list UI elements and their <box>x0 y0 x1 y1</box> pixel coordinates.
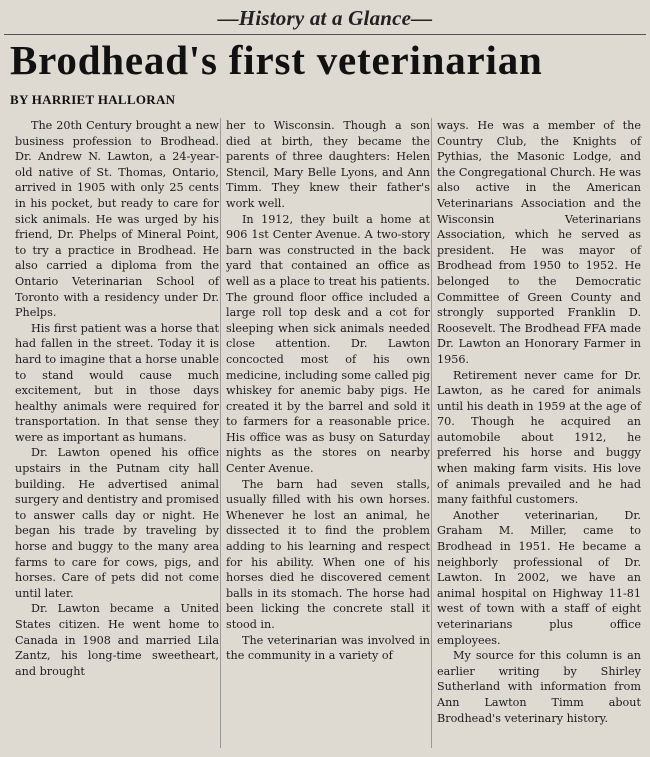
paragraph: My source for this column is an earlier writing by Shirley Sutherland with information from Ann Lawton Timm about Brodhead's veterinary history. <box>437 649 641 725</box>
paragraph: her to Wisconsin. Though a son died at birth, they became the parents of three daughters: Helen Stencil, Mary Belle Lyons, and Ann Timm. They knew their father's work well. <box>226 119 430 210</box>
paragraph: Another veterinarian, Dr. Graham M. Miller, came to Brodhead in 1951. He became a neighborly professional of Dr. Lawton. In 2002, we have an animal hospital on Highway 11-81 west of town with a staff of eight veterinarians plus office employees. <box>437 508 641 647</box>
paragraph: Retirement never came for Dr. Lawton, as he cared for animals until his death in 1959 at the age of 70. Though he acquired an automobile about 1912, he preferred his horse and buggy when making farm visits. His love of animals prevailed and he had many faithful customers. <box>437 368 641 507</box>
article-column-1 <box>15 118 219 679</box>
byline: BY HARRIET HALLORAN <box>10 92 176 107</box>
paragraph: In 1912, they built a home at 906 1st Center Avenue. A two-story barn was constructed in the back yard that contained an office as well as a place to treat his patients. The ground floor office included a large roll top desk and a cot for sleeping when sick animals needed close attention. Dr. Lawton concocted most of his own medicine, including some called pig whiskey for anemic baby pigs. He created it by the barrel and sold it to farmers for a reasonable price. His office was as busy on Saturday nights as the stores on nearby Center Avenue. <box>226 212 430 476</box>
headline: Brodhead's first veterinarian <box>10 37 543 83</box>
paragraph: The veterinarian was involved in the community in a variety of <box>226 633 430 663</box>
paragraph: The 20th Century brought a new business profession to Brodhead. Dr. Andrew N. Lawton, a 24-year-old native of St. Thomas, Ontario, arrived in 1905 with only 25 cents in his pocket, but ready to care for sick animals. He was urged by his friend, Dr. Phelps of Mineral Point, to try a practice in Brodhead. He also carried a diploma from the Ontario Veterinarian School of Toronto with a residency under Dr. Phelps. <box>15 119 219 320</box>
top-rule <box>4 34 646 35</box>
column-divider <box>220 118 221 748</box>
paragraph: The barn had seven stalls, usually filled with his own horses. Whenever he lost an animal, he dissected it to find the problem adding to his learning and respect for his ability. When one of his horses died he discovered cement balls in its stomach. The horse had been licking the concrete stall it stood in. <box>226 477 430 631</box>
column-kicker: —History at a Glance— <box>217 6 433 30</box>
article-column-2 <box>226 118 430 664</box>
paragraph: Dr. Lawton opened his office upstairs in the Putnam city hall building. He advertised animal surgery and dentistry and promised to answer calls day or night. He began his trade by traveling by horse and buggy to the many area farms to care for cows, pigs, and horses. Care of pets did not come until later. <box>15 446 219 600</box>
column-divider <box>431 118 432 748</box>
paragraph: His first patient was a horse that had fallen in the street. Today it is hard to imagine that a horse unable to stand would cause much excitement, but in those days healthy animals were required for transportation. In that sense they were as important as humans. <box>15 321 220 444</box>
article-column-3 <box>437 118 641 726</box>
paragraph: Dr. Lawton became a United States citizen. He went home to Canada in 1908 and married Lila Zantz, his long-time sweetheart, and brought <box>15 602 219 678</box>
paragraph: ways. He was a member of the Country Club, the Knights of Pythias, the Masonic Lodge, and the Congregational Church. He was also active in the American Veterinarians Association and the Wisconsin Veterinarians Association, which he served as president. He was mayor of Brodhead from 1950 to 1952. He belonged to the Democratic Committee of Green County and strongly supported Franklin D. Roosevelt. The Brodhead FFA made Dr. Lawton an Honorary Farmer in 1956. <box>437 119 641 366</box>
